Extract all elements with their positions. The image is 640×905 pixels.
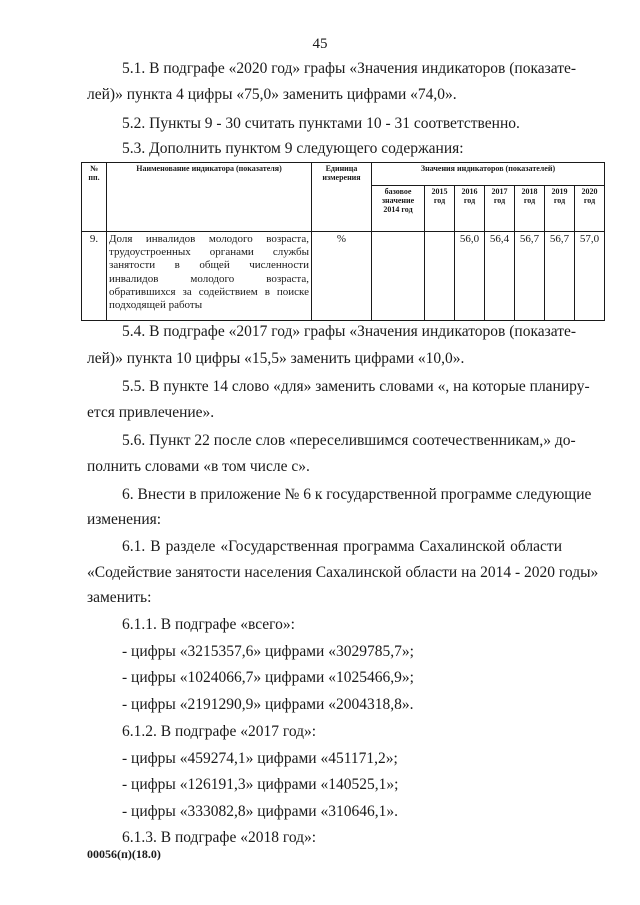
paragraph-6-1-line-3: заменить: (87, 589, 152, 606)
header-base: базовое значение 2014 год (372, 186, 425, 232)
paragraph-6-line-1: 6. Внести в приложение № 6 к государственной программе следующие (122, 486, 592, 503)
list-item: - цифры «333082,8» цифрами «310646,1». (122, 803, 398, 820)
header-values-group: Значения индикаторов (показателей) (372, 163, 605, 186)
paragraph-6-1-line-1: 6.1. В разделе «Государственная программа Сахалинской области (122, 538, 562, 555)
row-base (372, 232, 425, 321)
list-item: - цифры «1024066,7» цифрами «1025466,9»; (122, 669, 414, 686)
list-item: - цифры «459274,1» цифрами «451171,2»; (122, 750, 398, 767)
row-num: 9. (82, 232, 107, 321)
table-row (82, 232, 605, 321)
list-item: - цифры «3215357,6» цифрами «3029785,7»; (122, 643, 414, 660)
footer-code: 00056(п)(18.0) (87, 847, 161, 861)
header-year-2019: 2019 год (545, 186, 575, 232)
row-value-2020: 57,0 (575, 232, 605, 321)
header-name: Наименование индикатора (показателя) (107, 163, 312, 232)
paragraph-5-5-line-1: 5.5. В пункте 14 слово «для» заменить словами «, на которые планиру- (122, 378, 590, 395)
paragraph-5-6-line-1: 5.6. Пункт 22 после слов «переселившимся соотечественникам,» до- (122, 432, 576, 449)
header-year-2017: 2017 год (485, 186, 515, 232)
paragraph-5-1-line-2: лей)» пункта 4 цифры «75,0» заменить цифрами «74,0». (87, 86, 457, 103)
paragraph-6-1-1: 6.1.1. В подграфе «всего»: (122, 616, 295, 633)
paragraph-5-1-line-1: 5.1. В подграфе «2020 год» графы «Значения индикаторов (показате- (122, 60, 577, 77)
paragraph-5-3: 5.3. Дополнить пунктом 9 следующего содержания: (122, 140, 464, 157)
header-year-2016: 2016 год (455, 186, 485, 232)
paragraph-5-4-line-2: лей)» пункта 10 цифры «15,5» заменить цифрами «10,0». (87, 350, 465, 367)
row-value-2018: 56,7 (515, 232, 545, 321)
row-value-2019: 56,7 (545, 232, 575, 321)
header-unit: Единица измерения (312, 163, 372, 232)
paragraph-5-2: 5.2. Пункты 9 - 30 считать пунктами 10 - 31 соответственно. (122, 115, 520, 132)
row-value-2017: 56,4 (485, 232, 515, 321)
list-item: - цифры «2191290,9» цифрами «2004318,8». (122, 696, 414, 713)
paragraph-6-line-2: изменения: (87, 511, 162, 528)
page-number: 45 (312, 36, 328, 52)
row-value-2016: 56,0 (455, 232, 485, 321)
paragraph-5-4-line-1: 5.4. В подграфе «2017 год» графы «Значения индикаторов (показате- (122, 323, 577, 340)
row-name: Доля инвалидов молодого возраста, трудоустроенных органами службы занятости в общей численности инвалидов молодого возраста, обратившихся за содействием в поиске подходящей работы (107, 232, 312, 321)
paragraph-5-5-line-2: ется привлечение». (87, 404, 215, 421)
indicator-table (81, 162, 605, 321)
header-year-2018: 2018 год (515, 186, 545, 232)
header-year-2020: 2020 год (575, 186, 605, 232)
header-year-2015: 2015 год (425, 186, 455, 232)
row-value-2015 (425, 232, 455, 321)
paragraph-6-1-line-2: «Содействие занятости населения Сахалинской области на 2014 - 2020 годы» (87, 564, 599, 581)
paragraph-5-6-line-2: полнить словами «в том числе с». (87, 458, 310, 475)
header-num: № пп. (82, 163, 107, 232)
row-unit: % (312, 232, 372, 321)
paragraph-6-1-2: 6.1.2. В подграфе «2017 год»: (122, 723, 317, 740)
list-item: - цифры «126191,3» цифрами «140525,1»; (122, 776, 399, 793)
paragraph-6-1-3: 6.1.3. В подграфе «2018 год»: (122, 829, 317, 846)
